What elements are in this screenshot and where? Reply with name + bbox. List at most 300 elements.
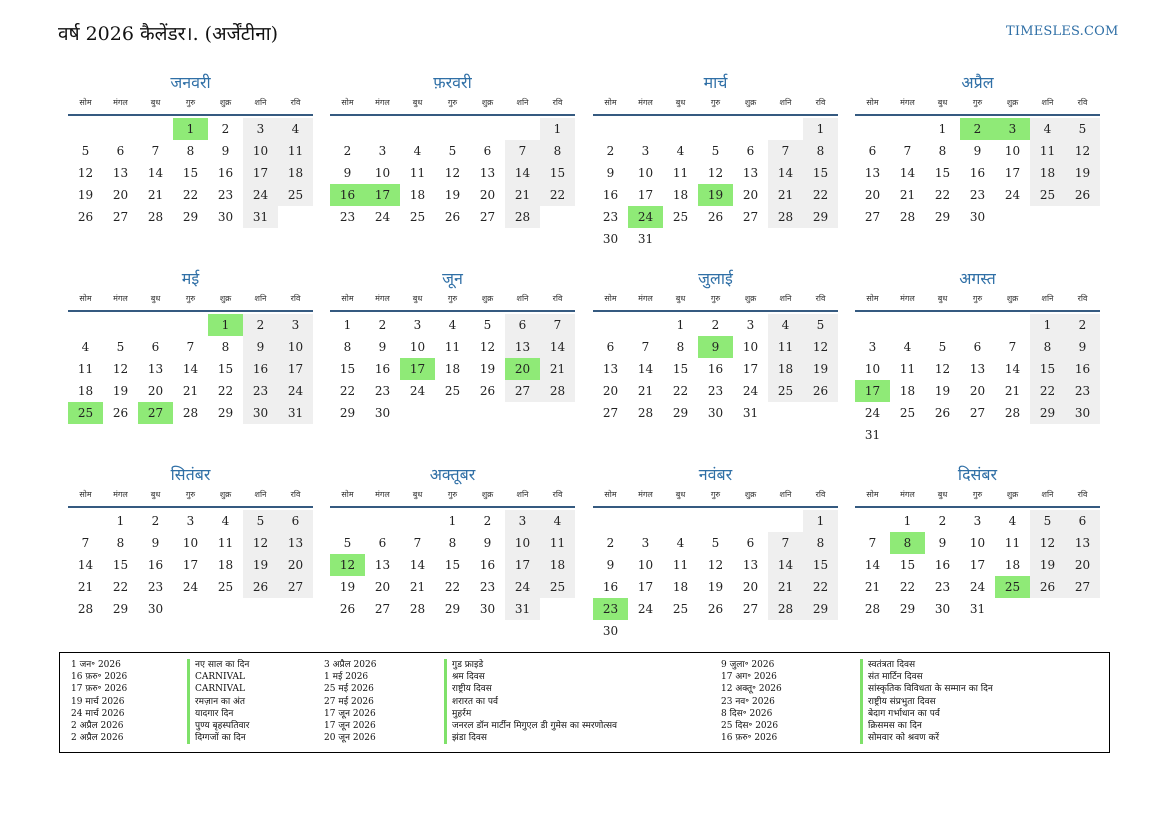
weekend-day-cell[interactable]: 28 bbox=[768, 206, 803, 228]
day-cell[interactable]: 17 bbox=[637, 188, 654, 202]
day-cell[interactable]: 27 bbox=[742, 602, 759, 616]
weekend-day-cell[interactable]: 15 bbox=[803, 554, 838, 576]
day-cell[interactable]: 5 bbox=[343, 536, 352, 550]
day-cell[interactable]: 29 bbox=[444, 602, 461, 616]
day-cell[interactable]: 9 bbox=[343, 166, 352, 180]
day-cell[interactable]: 11 bbox=[444, 340, 461, 354]
day-cell[interactable]: 30 bbox=[934, 602, 951, 616]
weekend-day-cell[interactable]: 2 bbox=[1065, 314, 1100, 336]
day-cell[interactable]: 31 bbox=[742, 406, 759, 420]
weekend-day-cell[interactable]: 5 bbox=[803, 314, 838, 336]
weekend-day-cell[interactable]: 7 bbox=[505, 140, 540, 162]
day-cell[interactable]: 24 bbox=[182, 580, 199, 594]
day-cell[interactable]: 12 bbox=[934, 362, 951, 376]
weekend-day-cell[interactable]: 14 bbox=[540, 336, 575, 358]
holiday-day-cell[interactable]: 25 bbox=[68, 402, 103, 424]
weekend-day-cell[interactable]: 28 bbox=[505, 206, 540, 228]
day-cell[interactable]: 20 bbox=[602, 384, 619, 398]
day-cell[interactable]: 2 bbox=[938, 514, 947, 528]
day-cell[interactable]: 24 bbox=[742, 384, 759, 398]
day-cell[interactable]: 5 bbox=[938, 340, 947, 354]
weekend-day-cell[interactable]: 9 bbox=[1065, 336, 1100, 358]
day-cell[interactable]: 10 bbox=[1004, 144, 1021, 158]
day-cell[interactable]: 9 bbox=[973, 144, 982, 158]
day-cell[interactable]: 19 bbox=[479, 362, 496, 376]
day-cell[interactable]: 24 bbox=[374, 210, 391, 224]
weekend-day-cell[interactable]: 26 bbox=[803, 380, 838, 402]
holiday-day-cell[interactable]: 8 bbox=[890, 532, 925, 554]
day-cell[interactable]: 17 bbox=[1004, 166, 1021, 180]
day-cell[interactable]: 30 bbox=[374, 406, 391, 420]
day-cell[interactable]: 12 bbox=[112, 362, 129, 376]
day-cell[interactable]: 5 bbox=[116, 340, 125, 354]
day-cell[interactable]: 16 bbox=[602, 188, 619, 202]
day-cell[interactable]: 1 bbox=[903, 514, 912, 528]
weekend-day-cell[interactable]: 12 bbox=[1030, 532, 1065, 554]
day-cell[interactable]: 9 bbox=[378, 340, 387, 354]
day-cell[interactable]: 14 bbox=[147, 166, 164, 180]
weekend-day-cell[interactable]: 10 bbox=[278, 336, 313, 358]
day-cell[interactable]: 6 bbox=[746, 536, 755, 550]
day-cell[interactable]: 4 bbox=[81, 340, 90, 354]
day-cell[interactable]: 18 bbox=[217, 558, 234, 572]
day-cell[interactable]: 28 bbox=[147, 210, 164, 224]
day-cell[interactable]: 22 bbox=[217, 384, 234, 398]
day-cell[interactable]: 12 bbox=[444, 166, 461, 180]
day-cell[interactable]: 29 bbox=[934, 210, 951, 224]
day-cell[interactable]: 10 bbox=[637, 166, 654, 180]
day-cell[interactable]: 2 bbox=[606, 536, 615, 550]
day-cell[interactable]: 1 bbox=[448, 514, 457, 528]
weekend-day-cell[interactable]: 29 bbox=[803, 206, 838, 228]
day-cell[interactable]: 13 bbox=[969, 362, 986, 376]
holiday-day-cell[interactable]: 27 bbox=[138, 402, 173, 424]
day-cell[interactable]: 30 bbox=[602, 624, 619, 638]
day-cell[interactable]: 28 bbox=[182, 406, 199, 420]
day-cell[interactable]: 6 bbox=[973, 340, 982, 354]
day-cell[interactable]: 18 bbox=[77, 384, 94, 398]
day-cell[interactable]: 16 bbox=[374, 362, 391, 376]
day-cell[interactable]: 29 bbox=[182, 210, 199, 224]
holiday-day-cell[interactable]: 12 bbox=[330, 554, 365, 576]
day-cell[interactable]: 25 bbox=[672, 210, 689, 224]
weekend-day-cell[interactable]: 23 bbox=[243, 380, 278, 402]
day-cell[interactable]: 2 bbox=[483, 514, 492, 528]
day-cell[interactable]: 9 bbox=[606, 558, 615, 572]
day-cell[interactable]: 1 bbox=[343, 318, 352, 332]
day-cell[interactable]: 7 bbox=[1008, 340, 1017, 354]
day-cell[interactable]: 7 bbox=[151, 144, 160, 158]
weekend-day-cell[interactable]: 5 bbox=[1030, 510, 1065, 532]
weekend-day-cell[interactable]: 4 bbox=[768, 314, 803, 336]
day-cell[interactable]: 3 bbox=[186, 514, 195, 528]
weekend-day-cell[interactable]: 6 bbox=[278, 510, 313, 532]
day-cell[interactable]: 29 bbox=[112, 602, 129, 616]
day-cell[interactable]: 15 bbox=[112, 558, 129, 572]
day-cell[interactable]: 31 bbox=[864, 428, 881, 442]
weekend-day-cell[interactable]: 3 bbox=[278, 314, 313, 336]
day-cell[interactable]: 23 bbox=[147, 580, 164, 594]
weekend-day-cell[interactable]: 26 bbox=[243, 576, 278, 598]
day-cell[interactable]: 15 bbox=[339, 362, 356, 376]
weekend-day-cell[interactable]: 21 bbox=[540, 358, 575, 380]
day-cell[interactable]: 8 bbox=[186, 144, 195, 158]
day-cell[interactable]: 4 bbox=[1008, 514, 1017, 528]
weekend-day-cell[interactable]: 19 bbox=[1030, 554, 1065, 576]
day-cell[interactable]: 9 bbox=[151, 536, 160, 550]
day-cell[interactable]: 31 bbox=[969, 602, 986, 616]
weekend-day-cell[interactable]: 1 bbox=[1030, 314, 1065, 336]
holiday-day-cell[interactable]: 3 bbox=[995, 118, 1030, 140]
day-cell[interactable]: 6 bbox=[378, 536, 387, 550]
weekend-day-cell[interactable]: 8 bbox=[803, 532, 838, 554]
day-cell[interactable]: 6 bbox=[151, 340, 160, 354]
day-cell[interactable]: 20 bbox=[112, 188, 129, 202]
day-cell[interactable]: 13 bbox=[479, 166, 496, 180]
weekend-day-cell[interactable]: 24 bbox=[243, 184, 278, 206]
day-cell[interactable]: 14 bbox=[1004, 362, 1021, 376]
day-cell[interactable]: 23 bbox=[374, 384, 391, 398]
day-cell[interactable]: 4 bbox=[676, 536, 685, 550]
weekend-day-cell[interactable]: 20 bbox=[278, 554, 313, 576]
day-cell[interactable]: 13 bbox=[374, 558, 391, 572]
day-cell[interactable]: 3 bbox=[641, 144, 650, 158]
day-cell[interactable]: 20 bbox=[742, 580, 759, 594]
day-cell[interactable]: 5 bbox=[711, 536, 720, 550]
day-cell[interactable]: 23 bbox=[707, 384, 724, 398]
weekend-day-cell[interactable]: 17 bbox=[278, 358, 313, 380]
day-cell[interactable]: 25 bbox=[409, 210, 426, 224]
weekend-day-cell[interactable]: 1 bbox=[540, 118, 575, 140]
day-cell[interactable]: 13 bbox=[864, 166, 881, 180]
weekend-day-cell[interactable]: 15 bbox=[1030, 358, 1065, 380]
weekend-day-cell[interactable]: 22 bbox=[803, 184, 838, 206]
day-cell[interactable]: 23 bbox=[479, 580, 496, 594]
weekend-day-cell[interactable]: 25 bbox=[540, 576, 575, 598]
day-cell[interactable]: 11 bbox=[217, 536, 234, 550]
day-cell[interactable]: 15 bbox=[899, 558, 916, 572]
day-cell[interactable]: 7 bbox=[81, 536, 90, 550]
day-cell[interactable]: 10 bbox=[742, 340, 759, 354]
weekend-day-cell[interactable]: 3 bbox=[505, 510, 540, 532]
day-cell[interactable]: 13 bbox=[147, 362, 164, 376]
weekend-day-cell[interactable]: 2 bbox=[243, 314, 278, 336]
day-cell[interactable]: 29 bbox=[672, 406, 689, 420]
weekend-day-cell[interactable]: 4 bbox=[278, 118, 313, 140]
day-cell[interactable]: 26 bbox=[707, 602, 724, 616]
holiday-day-cell[interactable]: 1 bbox=[173, 118, 208, 140]
day-cell[interactable]: 20 bbox=[374, 580, 391, 594]
weekend-day-cell[interactable]: 17 bbox=[505, 554, 540, 576]
day-cell[interactable]: 25 bbox=[899, 406, 916, 420]
day-cell[interactable]: 10 bbox=[864, 362, 881, 376]
day-cell[interactable]: 10 bbox=[637, 558, 654, 572]
day-cell[interactable]: 11 bbox=[1004, 536, 1021, 550]
day-cell[interactable]: 6 bbox=[483, 144, 492, 158]
day-cell[interactable]: 27 bbox=[479, 210, 496, 224]
day-cell[interactable]: 8 bbox=[676, 340, 685, 354]
day-cell[interactable]: 21 bbox=[409, 580, 426, 594]
day-cell[interactable]: 9 bbox=[938, 536, 947, 550]
weekend-day-cell[interactable]: 26 bbox=[1065, 184, 1100, 206]
weekend-day-cell[interactable]: 22 bbox=[1030, 380, 1065, 402]
day-cell[interactable]: 20 bbox=[742, 188, 759, 202]
day-cell[interactable]: 19 bbox=[707, 580, 724, 594]
day-cell[interactable]: 15 bbox=[217, 362, 234, 376]
day-cell[interactable]: 26 bbox=[339, 602, 356, 616]
weekend-day-cell[interactable]: 12 bbox=[1065, 140, 1100, 162]
day-cell[interactable]: 23 bbox=[339, 210, 356, 224]
day-cell[interactable]: 3 bbox=[641, 536, 650, 550]
day-cell[interactable]: 22 bbox=[934, 188, 951, 202]
day-cell[interactable]: 21 bbox=[637, 384, 654, 398]
weekend-day-cell[interactable]: 19 bbox=[803, 358, 838, 380]
weekend-day-cell[interactable]: 28 bbox=[540, 380, 575, 402]
weekend-day-cell[interactable]: 12 bbox=[243, 532, 278, 554]
day-cell[interactable]: 10 bbox=[182, 536, 199, 550]
day-cell[interactable]: 11 bbox=[409, 166, 426, 180]
day-cell[interactable]: 24 bbox=[864, 406, 881, 420]
day-cell[interactable]: 25 bbox=[217, 580, 234, 594]
holiday-day-cell[interactable]: 17 bbox=[400, 358, 435, 380]
day-cell[interactable]: 4 bbox=[448, 318, 457, 332]
day-cell[interactable]: 18 bbox=[899, 384, 916, 398]
weekend-day-cell[interactable]: 8 bbox=[1030, 336, 1065, 358]
day-cell[interactable]: 21 bbox=[899, 188, 916, 202]
holiday-day-cell[interactable]: 24 bbox=[628, 206, 663, 228]
weekend-day-cell[interactable]: 13 bbox=[1065, 532, 1100, 554]
weekend-day-cell[interactable]: 9 bbox=[243, 336, 278, 358]
weekend-day-cell[interactable]: 25 bbox=[1030, 184, 1065, 206]
day-cell[interactable]: 23 bbox=[217, 188, 234, 202]
day-cell[interactable]: 24 bbox=[969, 580, 986, 594]
weekend-day-cell[interactable]: 8 bbox=[540, 140, 575, 162]
weekend-day-cell[interactable]: 27 bbox=[505, 380, 540, 402]
weekend-day-cell[interactable]: 23 bbox=[1065, 380, 1100, 402]
day-cell[interactable]: 2 bbox=[151, 514, 160, 528]
day-cell[interactable]: 3 bbox=[868, 340, 877, 354]
weekend-day-cell[interactable]: 7 bbox=[768, 140, 803, 162]
day-cell[interactable]: 20 bbox=[147, 384, 164, 398]
weekend-day-cell[interactable]: 11 bbox=[768, 336, 803, 358]
weekend-day-cell[interactable]: 18 bbox=[1030, 162, 1065, 184]
day-cell[interactable]: 13 bbox=[742, 166, 759, 180]
day-cell[interactable]: 30 bbox=[969, 210, 986, 224]
day-cell[interactable]: 26 bbox=[479, 384, 496, 398]
day-cell[interactable]: 3 bbox=[746, 318, 755, 332]
day-cell[interactable]: 29 bbox=[339, 406, 356, 420]
day-cell[interactable]: 12 bbox=[77, 166, 94, 180]
day-cell[interactable]: 22 bbox=[339, 384, 356, 398]
day-cell[interactable]: 30 bbox=[602, 232, 619, 246]
day-cell[interactable]: 2 bbox=[378, 318, 387, 332]
weekend-day-cell[interactable]: 26 bbox=[1030, 576, 1065, 598]
day-cell[interactable]: 30 bbox=[217, 210, 234, 224]
day-cell[interactable]: 28 bbox=[637, 406, 654, 420]
weekend-day-cell[interactable]: 3 bbox=[243, 118, 278, 140]
day-cell[interactable]: 6 bbox=[116, 144, 125, 158]
day-cell[interactable]: 28 bbox=[1004, 406, 1021, 420]
day-cell[interactable]: 29 bbox=[217, 406, 234, 420]
weekend-day-cell[interactable]: 29 bbox=[803, 598, 838, 620]
day-cell[interactable]: 22 bbox=[444, 580, 461, 594]
weekend-day-cell[interactable]: 21 bbox=[768, 576, 803, 598]
weekend-day-cell[interactable]: 21 bbox=[505, 184, 540, 206]
holiday-day-cell[interactable]: 20 bbox=[505, 358, 540, 380]
day-cell[interactable]: 18 bbox=[672, 188, 689, 202]
weekend-day-cell[interactable]: 13 bbox=[278, 532, 313, 554]
day-cell[interactable]: 3 bbox=[973, 514, 982, 528]
day-cell[interactable]: 26 bbox=[77, 210, 94, 224]
weekend-day-cell[interactable]: 16 bbox=[1065, 358, 1100, 380]
day-cell[interactable]: 23 bbox=[969, 188, 986, 202]
day-cell[interactable]: 27 bbox=[602, 406, 619, 420]
weekend-day-cell[interactable]: 5 bbox=[243, 510, 278, 532]
day-cell[interactable]: 8 bbox=[221, 340, 230, 354]
day-cell[interactable]: 6 bbox=[868, 144, 877, 158]
holiday-day-cell[interactable]: 23 bbox=[593, 598, 628, 620]
day-cell[interactable]: 24 bbox=[1004, 188, 1021, 202]
site-link[interactable]: TIMESLES.COM bbox=[1006, 24, 1119, 39]
day-cell[interactable]: 11 bbox=[77, 362, 94, 376]
day-cell[interactable]: 4 bbox=[676, 144, 685, 158]
day-cell[interactable]: 23 bbox=[602, 210, 619, 224]
day-cell[interactable]: 17 bbox=[182, 558, 199, 572]
weekend-day-cell[interactable]: 11 bbox=[540, 532, 575, 554]
day-cell[interactable]: 25 bbox=[444, 384, 461, 398]
weekend-day-cell[interactable]: 31 bbox=[505, 598, 540, 620]
day-cell[interactable]: 7 bbox=[641, 340, 650, 354]
day-cell[interactable]: 20 bbox=[479, 188, 496, 202]
weekend-day-cell[interactable]: 27 bbox=[1065, 576, 1100, 598]
day-cell[interactable]: 27 bbox=[742, 210, 759, 224]
weekend-day-cell[interactable]: 16 bbox=[243, 358, 278, 380]
day-cell[interactable]: 11 bbox=[672, 558, 689, 572]
day-cell[interactable]: 5 bbox=[711, 144, 720, 158]
weekend-day-cell[interactable]: 11 bbox=[278, 140, 313, 162]
day-cell[interactable]: 22 bbox=[672, 384, 689, 398]
weekend-day-cell[interactable]: 15 bbox=[803, 162, 838, 184]
day-cell[interactable]: 16 bbox=[147, 558, 164, 572]
day-cell[interactable]: 17 bbox=[637, 580, 654, 594]
day-cell[interactable]: 14 bbox=[864, 558, 881, 572]
day-cell[interactable]: 3 bbox=[378, 144, 387, 158]
day-cell[interactable]: 12 bbox=[479, 340, 496, 354]
day-cell[interactable]: 8 bbox=[938, 144, 947, 158]
day-cell[interactable]: 19 bbox=[77, 188, 94, 202]
day-cell[interactable]: 2 bbox=[606, 144, 615, 158]
day-cell[interactable]: 27 bbox=[864, 210, 881, 224]
day-cell[interactable]: 7 bbox=[903, 144, 912, 158]
day-cell[interactable]: 9 bbox=[606, 166, 615, 180]
day-cell[interactable]: 29 bbox=[899, 602, 916, 616]
day-cell[interactable]: 4 bbox=[413, 144, 422, 158]
day-cell[interactable]: 6 bbox=[606, 340, 615, 354]
weekend-day-cell[interactable]: 6 bbox=[505, 314, 540, 336]
day-cell[interactable]: 12 bbox=[707, 166, 724, 180]
day-cell[interactable]: 28 bbox=[899, 210, 916, 224]
day-cell[interactable]: 16 bbox=[969, 166, 986, 180]
holiday-day-cell[interactable]: 1 bbox=[208, 314, 243, 336]
day-cell[interactable]: 12 bbox=[707, 558, 724, 572]
day-cell[interactable]: 13 bbox=[742, 558, 759, 572]
weekend-day-cell[interactable]: 10 bbox=[243, 140, 278, 162]
day-cell[interactable]: 28 bbox=[77, 602, 94, 616]
day-cell[interactable]: 18 bbox=[444, 362, 461, 376]
weekend-day-cell[interactable]: 15 bbox=[540, 162, 575, 184]
weekend-day-cell[interactable]: 24 bbox=[505, 576, 540, 598]
day-cell[interactable]: 19 bbox=[112, 384, 129, 398]
day-cell[interactable]: 22 bbox=[112, 580, 129, 594]
weekend-day-cell[interactable]: 24 bbox=[278, 380, 313, 402]
weekend-day-cell[interactable]: 1 bbox=[803, 118, 838, 140]
day-cell[interactable]: 6 bbox=[746, 144, 755, 158]
day-cell[interactable]: 25 bbox=[672, 602, 689, 616]
day-cell[interactable]: 8 bbox=[343, 340, 352, 354]
day-cell[interactable]: 23 bbox=[934, 580, 951, 594]
day-cell[interactable]: 28 bbox=[409, 602, 426, 616]
day-cell[interactable]: 27 bbox=[112, 210, 129, 224]
holiday-day-cell[interactable]: 16 bbox=[330, 184, 365, 206]
day-cell[interactable]: 2 bbox=[711, 318, 720, 332]
weekend-day-cell[interactable]: 14 bbox=[505, 162, 540, 184]
day-cell[interactable]: 14 bbox=[182, 362, 199, 376]
weekend-day-cell[interactable]: 31 bbox=[278, 402, 313, 424]
day-cell[interactable]: 5 bbox=[483, 318, 492, 332]
day-cell[interactable]: 8 bbox=[116, 536, 125, 550]
day-cell[interactable]: 14 bbox=[409, 558, 426, 572]
holiday-day-cell[interactable]: 17 bbox=[365, 184, 400, 206]
day-cell[interactable]: 19 bbox=[339, 580, 356, 594]
day-cell[interactable]: 30 bbox=[707, 406, 724, 420]
weekend-day-cell[interactable]: 12 bbox=[803, 336, 838, 358]
day-cell[interactable]: 2 bbox=[221, 122, 230, 136]
day-cell[interactable]: 31 bbox=[637, 232, 654, 246]
weekend-day-cell[interactable]: 19 bbox=[1065, 162, 1100, 184]
holiday-day-cell[interactable]: 2 bbox=[960, 118, 995, 140]
day-cell[interactable]: 24 bbox=[637, 602, 654, 616]
day-cell[interactable]: 15 bbox=[444, 558, 461, 572]
weekend-day-cell[interactable]: 11 bbox=[1030, 140, 1065, 162]
day-cell[interactable]: 14 bbox=[899, 166, 916, 180]
weekend-day-cell[interactable]: 4 bbox=[1030, 118, 1065, 140]
day-cell[interactable]: 1 bbox=[676, 318, 685, 332]
day-cell[interactable]: 13 bbox=[602, 362, 619, 376]
holiday-day-cell[interactable]: 25 bbox=[995, 576, 1030, 598]
day-cell[interactable]: 30 bbox=[147, 602, 164, 616]
day-cell[interactable]: 24 bbox=[409, 384, 426, 398]
weekend-day-cell[interactable]: 18 bbox=[768, 358, 803, 380]
weekend-day-cell[interactable]: 5 bbox=[1065, 118, 1100, 140]
weekend-day-cell[interactable]: 17 bbox=[243, 162, 278, 184]
day-cell[interactable]: 1 bbox=[938, 122, 947, 136]
day-cell[interactable]: 5 bbox=[448, 144, 457, 158]
weekend-day-cell[interactable]: 8 bbox=[803, 140, 838, 162]
day-cell[interactable]: 19 bbox=[444, 188, 461, 202]
day-cell[interactable]: 16 bbox=[217, 166, 234, 180]
weekend-day-cell[interactable]: 27 bbox=[278, 576, 313, 598]
weekend-day-cell[interactable]: 30 bbox=[1065, 402, 1100, 424]
weekend-day-cell[interactable]: 19 bbox=[243, 554, 278, 576]
day-cell[interactable]: 21 bbox=[864, 580, 881, 594]
day-cell[interactable]: 26 bbox=[444, 210, 461, 224]
weekend-day-cell[interactable]: 25 bbox=[278, 184, 313, 206]
day-cell[interactable]: 16 bbox=[479, 558, 496, 572]
day-cell[interactable]: 4 bbox=[903, 340, 912, 354]
day-cell[interactable]: 21 bbox=[77, 580, 94, 594]
weekend-day-cell[interactable]: 13 bbox=[505, 336, 540, 358]
day-cell[interactable]: 3 bbox=[413, 318, 422, 332]
